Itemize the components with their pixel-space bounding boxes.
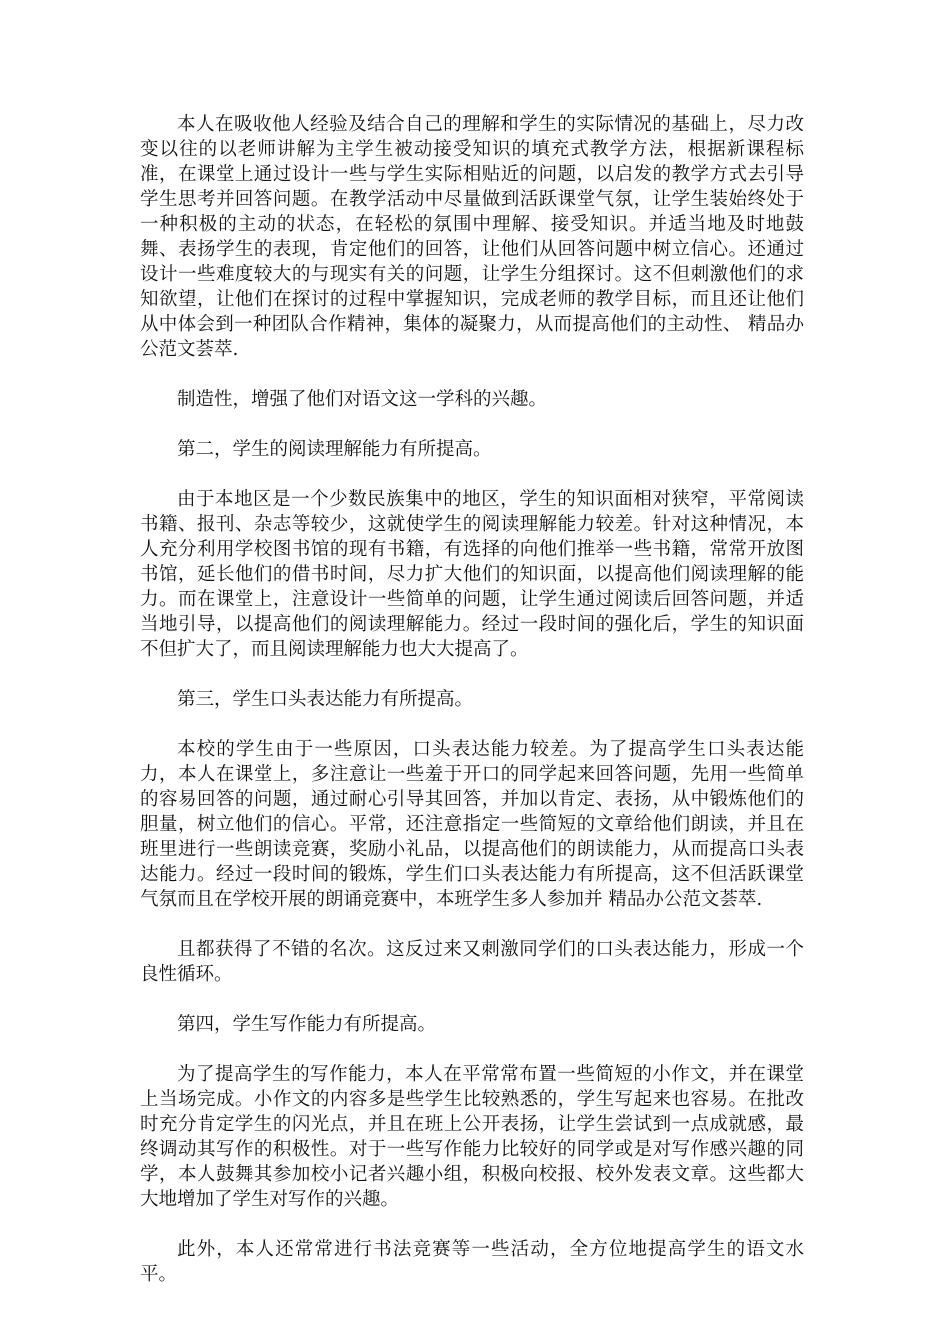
heading-reading: 第二，学生的阅读理解能力有所提高。	[177, 439, 492, 460]
paragraph-calligraphy: 此外，本人还常常进行书法竞赛等一些活动，全方位地提高学生的语文水平。	[140, 1239, 804, 1285]
paragraph-reading: 由于本地区是一个少数民族集中的地区，学生的知识面相对狭窄，平常阅读书籍、报刊、杂志等较少，这就使学生的阅读理解能力较差。针对这种情况，本人充分利用学校图书馆的现有书籍，有选择的向他们推举一些书籍，常常开放图书馆，延长他们的借书时间，尽力扩大他们的知识面，以提高他们阅读理解的能力。而在课堂上，注意设计一些简单的问题，让学生通过阅读后回答问题，并适当地引导，以提高他们的阅读理解能力。经过一段时间的强化后，学生的知识面不但扩大了，而且阅读理解能力也大大提高了。	[140, 489, 804, 660]
document-body	[140, 112, 804, 1312]
heading-writing: 第四，学生写作能力有所提高。	[177, 1014, 437, 1035]
paragraph-speaking: 本校的学生由于一些原因，口头表达能力较差。为了提高学生口头表达能力，本人在课堂上，多注意让一些羞于开口的同学起来回答问题，先用一些简单的容易回答的问题，通过耐心引导其回答，并加以肯定、表扬，从中锻炼他们的胆量，树立他们的信心。平常，还注意指定一些简短的文章给他们朗读，并且在班里进行一些朗读竞赛，奖励小礼品，以提高他们的朗读能力，从而提高口头表达能力。经过一段时间的锻炼，学生们口头表达能力有所提高，这不但活跃课堂气氛而且在学校开展的朗诵竞赛中，本班学生多人参加并 精品办公范文荟萃.	[140, 739, 804, 910]
paragraph-writing: 为了提高学生的写作能力，本人在平常常布置一些简短的小作文，并在课堂上当场完成。小作文的内容多是些学生比较熟悉的，学生写起来也容易。在批改时充分肯定学生的闪光点，并且在班上公开表扬，让学生尝试到一点成就感，最终调动其写作的积极性。对于一些写作能力比较好的同学或是对写作感兴趣的同学，本人鼓舞其参加校小记者兴趣小组，积极向校报、校外发表文章。这些都大大地增加了学生对写作的兴趣。	[140, 1064, 804, 1210]
paragraph-interest: 制造性，增强了他们对语文这一学科的兴趣。	[177, 389, 548, 410]
paragraph-intro: 本人在吸收他人经验及结合自己的理解和学生的实际情况的基础上，尽力改变以往的以老师讲解为主学生被动接受知识的填充式教学方法，根据新课程标准，在课堂上通过设计一些与学生实际相贴近的问题，以启发的教学方式去引导学生思考并回答问题。在教学活动中尽量做到活跃课堂气氛，让学生装始终处于一种积极的主动的状态，在轻松的氛围中理解、接受知识。并适当地及时地鼓舞、表扬学生的表现，肯定他们的回答，让他们从回答问题中树立信心。还通过设计一些难度较大的与现实有关的问题，让学生分组探讨。这不但刺激他们的求知欲望，让他们在探讨的过程中掌握知识，完成老师的教学目标，而且还让他们从中体会到一种团队合作精神，集体的凝聚力，从而提高他们的主动性、 精品办公范文荟萃.	[140, 114, 804, 360]
paragraph-speaking-result: 且都获得了不错的名次。这反过来又刺激同学们的口头表达能力，形成一个良性循环。	[140, 939, 804, 985]
heading-speaking: 第三，学生口头表达能力有所提高。	[177, 689, 474, 710]
